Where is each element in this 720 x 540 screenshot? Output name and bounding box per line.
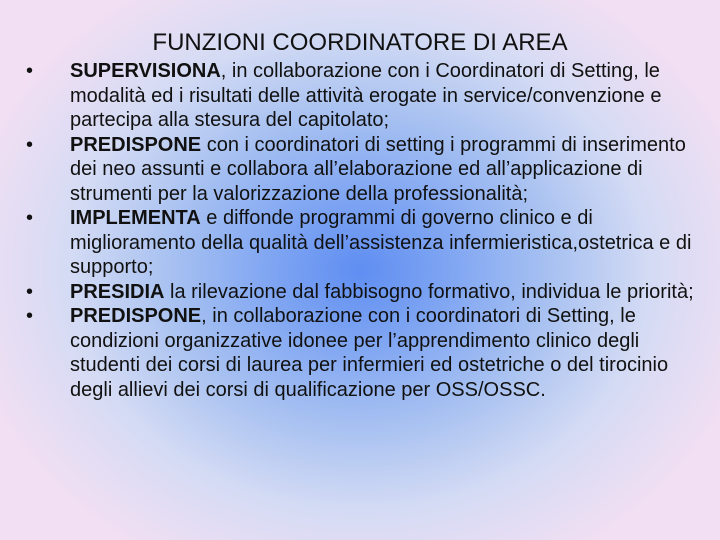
bullet-keyword: PREDISPONE: [70, 305, 202, 327]
bullet-keyword: SUPERVISIONA: [70, 60, 221, 82]
bullet-dot-icon: •: [26, 280, 34, 303]
bullet-text: , in collaborazione con i coordinatori di Setting, le condizioni organizzative idonee per l’apprendimento clinico degli studenti dei corsi di laurea per infermieri ed ostetriche o del tirocinio degli allievi dei corsi di qualificazione per OSS/OSSC.: [70, 305, 669, 401]
bullet-dot-icon: •: [26, 60, 34, 82]
bullet-keyword: PRESIDIA: [70, 280, 165, 303]
bullet-dot-icon: •: [26, 305, 34, 327]
bullet-dot-icon: •: [26, 207, 34, 229]
bullet-item-supervisiona: [26, 59, 696, 133]
bullet-text: la rilevazione dal fabbisogno formativo, individua le priorità;: [164, 280, 694, 303]
bullet-dot-icon: •: [26, 133, 34, 156]
bullet-list: [26, 59, 696, 402]
bullet-item-predispone: [26, 133, 696, 207]
bullet-keyword: IMPLEMENTA: [70, 207, 201, 229]
bullet-keyword: PREDISPONE: [70, 133, 202, 156]
slide-title: FUNZIONI COORDINATORE DI AREA: [152, 29, 568, 56]
bullet-item-implementa: [26, 206, 696, 280]
bullet-text: , in collaborazione con i Coordinatori di Setting, le modalità ed i risultati delle attività erogate in service/convenzione e partecipa alla stesura del capitolato;: [70, 60, 662, 131]
bullet-text: con i coordinatori di setting i programmi di inserimento dei neo assunti e collabora all’elaborazione ed all’applicazione di strumenti per la valorizzazione della professionalità;: [70, 133, 686, 205]
bullet-item-presidia: [26, 280, 696, 305]
bullet-item-predispone-2: [26, 304, 696, 402]
bullet-text: e diffonde programmi di governo clinico e di miglioramento della qualità dell’assistenza infermieristica,ostetrica e di supporto;: [70, 207, 692, 278]
